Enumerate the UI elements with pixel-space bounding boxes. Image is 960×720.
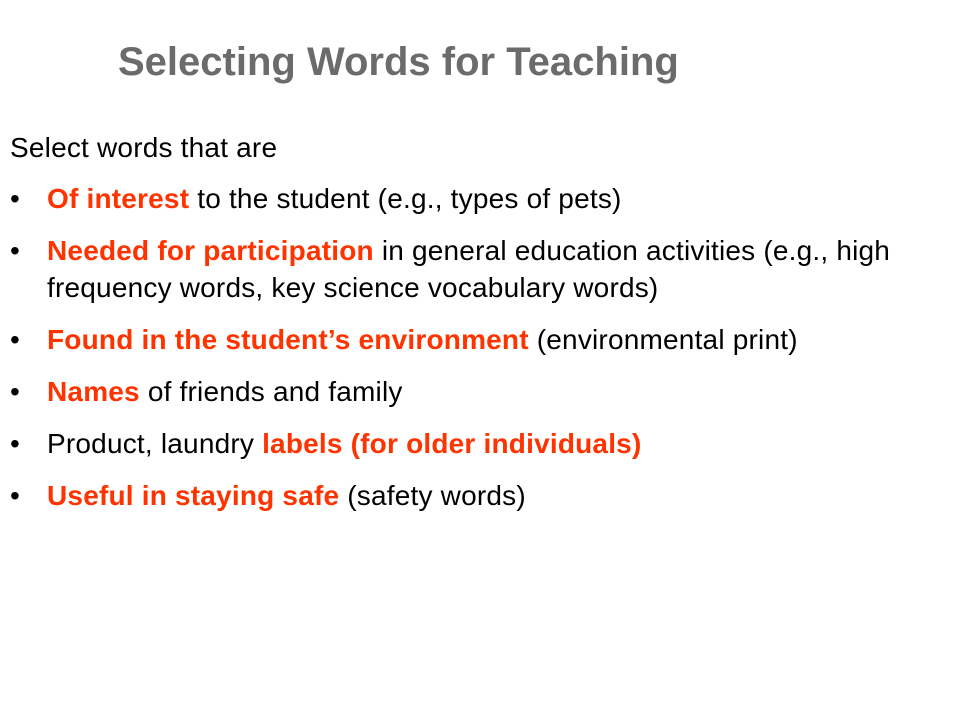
bullet-highlight: Found in the student’s environment: [47, 324, 529, 355]
bullet-dot-icon: •: [10, 428, 21, 459]
bullet-highlight: Names: [47, 376, 140, 407]
bullet-item-labels: [10, 425, 910, 462]
bullet-highlight: labels (for older individuals): [262, 428, 642, 459]
bullet-dot-icon: •: [10, 480, 21, 511]
bullet-text: Product, laundry: [47, 428, 263, 459]
slide-title: Selecting Words for Teaching: [118, 40, 679, 84]
bullet-item-environment: [10, 321, 910, 358]
bullet-text: of friends and family: [139, 376, 403, 407]
bullet-item-names: [10, 373, 910, 410]
bullet-highlight: Needed for participation: [47, 235, 374, 266]
bullet-highlight: Useful in staying safe: [47, 480, 340, 511]
bullet-text: in general education activities (e.g., high frequency words, key science vocabulary words): [47, 235, 891, 303]
bullet-text: to the student (e.g., types of pets): [189, 183, 622, 214]
bullet-item-participation: [10, 232, 910, 306]
bullet-text: (environmental print): [528, 324, 798, 355]
intro-text: Select words that are: [10, 132, 278, 163]
bullet-highlight: Of interest: [47, 183, 190, 214]
bullet-item-safety: [10, 477, 910, 514]
bullet-text: (safety words): [339, 480, 526, 511]
bullet-dot-icon: •: [10, 324, 21, 355]
bullet-dot-icon: •: [10, 376, 21, 407]
bullet-item-interest: [10, 180, 910, 217]
bullet-dot-icon: •: [10, 183, 21, 214]
bullet-list: [10, 180, 910, 529]
bullet-dot-icon: •: [10, 235, 21, 266]
